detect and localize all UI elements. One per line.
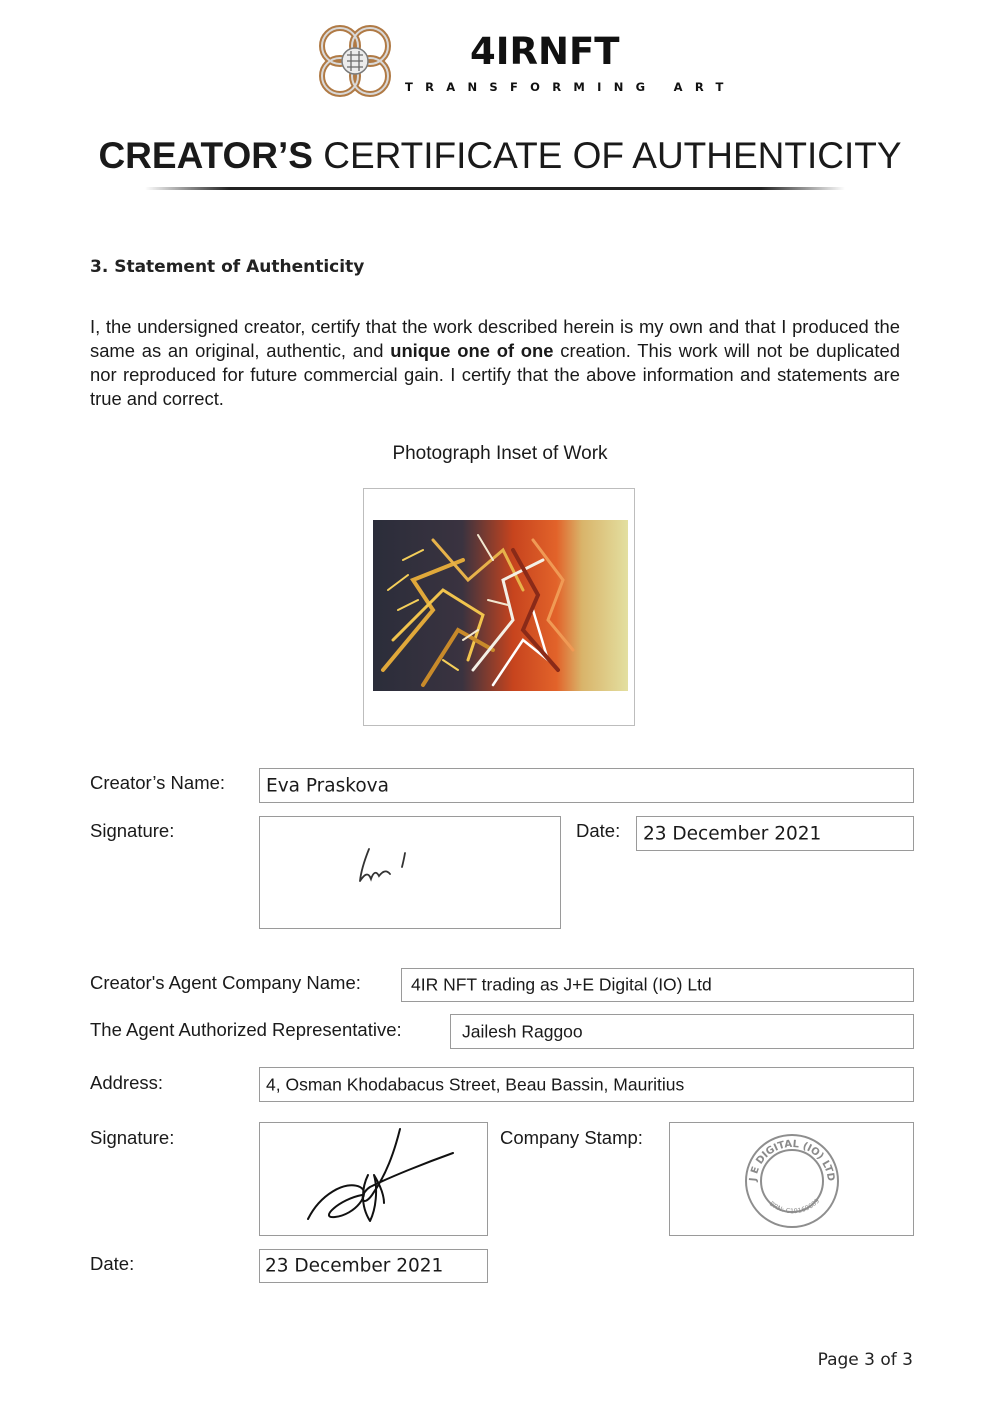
agent-address-label: Address: (90, 1072, 164, 1093)
agent-stamp-box (669, 1122, 914, 1236)
creator-date-field (636, 816, 914, 851)
creator-signature-box (259, 816, 561, 929)
authenticity-statement (90, 315, 900, 411)
agent-stamp-label: Company Stamp: (500, 1127, 643, 1148)
section-heading: 3. Statement of Authenticity (90, 257, 365, 277)
agent-rep-label: The Agent Authorized Representative: (90, 1019, 402, 1040)
creator-signature-icon (355, 845, 425, 890)
statement-part1: I, the undersigned creator, certify that the work described herein is my own and that I produced the same as an original, authentic, and (90, 316, 900, 361)
agent-signature-icon (300, 1125, 460, 1233)
creator-name-value: Eva Praskova (266, 775, 389, 796)
creator-name-label: Creator’s Name: (90, 772, 226, 793)
stamp-company-text: J E DIGITAL (IO) LTD (748, 1138, 837, 1182)
statement-part2: creation. This work will not be duplicated nor reproduced for future commercial gain. I certify that the above information and statements are true and correct. (90, 340, 900, 409)
statement-bold: unique one of one (390, 340, 554, 361)
creator-signature-label: Signature: (90, 820, 175, 841)
agent-date-label: Date: (90, 1253, 135, 1274)
agent-company-field (401, 968, 914, 1002)
certificate-title (0, 135, 1000, 177)
creator-date-value: 23 December 2021 (643, 823, 822, 844)
agent-company-label: Creator's Agent Company Name: (90, 972, 361, 993)
page-number: Page 3 of 3 (817, 1350, 913, 1370)
agent-signature-label: Signature: (90, 1127, 175, 1148)
agent-date-value: 23 December 2021 (265, 1255, 444, 1277)
agent-rep-field (450, 1014, 914, 1049)
company-stamp-icon (742, 1133, 842, 1229)
brand-name: 4IRNFT (470, 30, 620, 73)
inset-caption: Photograph Inset of Work (392, 443, 608, 464)
artwork-image (373, 520, 628, 691)
brand-tagline: TRANSFORMING ART (405, 80, 736, 94)
agent-address-value: 4, Osman Khodabacus Street, Beau Bassin, Mauritius (266, 1074, 685, 1094)
certificate-title-rest: CERTIFICATE OF AUTHENTICITY (323, 135, 902, 176)
certificate-title-strong: CREATOR’S (98, 135, 313, 176)
creator-date-label: Date: (576, 820, 621, 841)
creator-name-field (259, 768, 914, 803)
agent-signature-box (259, 1122, 488, 1236)
agent-address-field (259, 1067, 914, 1102)
svg-text:BRN: C19169609 (768, 1197, 821, 1215)
brand-logo-icon (316, 22, 394, 100)
agent-company-value: 4IR NFT trading as J+E Digital (IO) Ltd (411, 974, 712, 995)
agent-rep-value: Jailesh Raggoo (462, 1021, 583, 1041)
agent-date-field (259, 1249, 488, 1283)
stamp-brn-text: BRN: C19169609 (767, 1196, 822, 1216)
title-divider (145, 187, 845, 190)
